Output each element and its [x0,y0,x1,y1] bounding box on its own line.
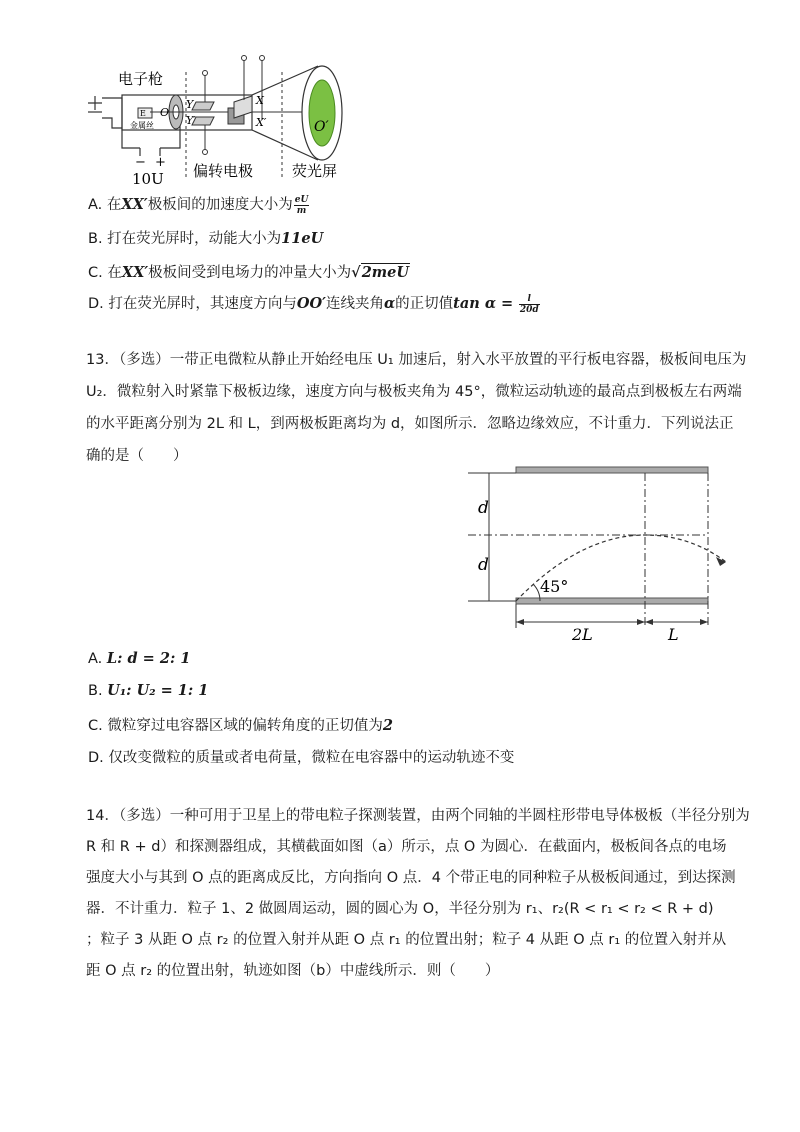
q12-option-d[interactable] [88,292,541,315]
filament-label: 金属丝 [130,121,154,130]
option-text: 仅改变微粒的质量或者电荷量，微粒在电容器中的运动轨迹不变 [108,750,515,766]
option-math: XX′ [121,264,149,281]
len-2l-label: 2L [572,625,593,644]
option-math: tan α = [453,295,514,312]
x-label: X [256,94,264,107]
minus-sign: − [135,155,146,170]
q13-line-3: 的水平距离分别为 2L 和 L，到两极板距离均为 d，如图所示．忽略边缘效应，不计重力．下列说法正 [86,416,734,432]
q13-option-c[interactable] [88,714,393,735]
y-plate-top [192,102,214,110]
fraction: $\frac{eU}{m}$ [294,194,309,216]
option-text: 连线夹角 [325,296,384,312]
option-letter: A. [88,651,103,667]
d-upper-label: d [478,498,489,518]
x-plate-back [234,96,252,118]
q12-option-a[interactable] [88,193,310,216]
trajectory-arrow [716,557,726,566]
screen-label: 荧光屏 [292,162,338,180]
q13-line-2: U₂．微粒射入时紧靠下极板边缘，速度方向与极板夹角为 45°，微粒运动轨迹的最高点到极板左右两端 [86,384,742,400]
q13-option-b[interactable] [88,682,208,699]
option-letter: C. [88,718,103,734]
angle-label: 45° [540,577,569,596]
capacitor-diagram [0,458,800,658]
y-label: Y [186,98,194,111]
option-math: 2 [382,717,393,734]
option-math: α [383,295,396,312]
option-letter: B. [88,231,103,247]
option-text: 极板间的加速度大小为 [147,197,293,213]
x2-label: X′ [256,116,267,129]
option-letter: C. [88,265,103,281]
o2-label: O′ [314,119,329,135]
option-text: 的正切值 [395,296,454,312]
option-text: 在 [107,265,122,281]
bottom-plate [516,598,708,604]
q14-line-3: 强度大小与其到 O 点的距离成反比，方向指向 O 点．4 个带正电的同种粒子从极板间通过，到达探测 [86,870,736,886]
option-text: 微粒穿过电容器区域的偏转角度的正切值为 [107,718,383,734]
option-math: XX′ [121,196,148,213]
y2-label: Y′ [186,114,196,127]
option-math: U₁: U₂ = 1: 1 [107,682,209,699]
option-letter: D. [88,750,104,766]
q14-line-6: 距 O 点 r₂ 的位置出射，轨迹如图（b）中虚线所示．则（ ） [86,963,500,979]
o-label: O [160,106,170,119]
voltage-label: 10U [132,170,164,188]
q14-line-5: ；粒子 3 从距 O 点 r₂ 的位置入射并从距 O 点 r₁ 的位置出射；粒子 4 从距 O 点 r₁ 的位置入射并从 [86,932,727,948]
plus-sign: + [155,155,166,170]
q13-option-a[interactable] [88,650,190,667]
q14-line-4: 器．不计重力．粒子 1、2 做圆周运动，圆的圆心为 O，半径分别为 r₁、r₂(R < r₁ < r₂ < R + d) [86,901,714,917]
top-plate [516,467,708,473]
d-lower-label: d [478,555,489,575]
option-math: 11eU [281,230,324,247]
option-text: 在 [106,197,122,213]
fraction: $\frac{l}{20d}$ [519,293,539,315]
option-math: OO′ [296,295,326,312]
q14-line-1: 14．（多选）一种可用于卫星上的带电粒子探测装置，由两个同轴的半圆柱形带电导体极板（半径分别为 [86,808,750,824]
q12-option-b[interactable] [88,227,323,248]
option-text: 打在荧光屏时，动能大小为 [107,231,282,247]
option-letter: A. [88,197,103,213]
option-letter: B. [88,683,103,699]
crt-diagram [0,0,800,200]
q14-line-2: R 和 R + d）和探测器组成，其横截面如图（a）所示，点 O 为圆心．在截面内，极板间各点的电场 [86,839,727,855]
gun-label: 电子枪 [118,70,164,88]
q13-line-1: 13．（多选）一带正电微粒从静止开始经电压 U₁ 加速后，射入水平放置的平行板电容器，极板间电压为 [86,352,747,368]
option-text: 打在荧光屏时，其速度方向与 [108,296,297,312]
q13-line-4: 确的是（ ） [86,448,188,464]
len-l-label: L [668,625,679,644]
filament-e-label: E [140,109,146,118]
q12-option-c[interactable] [88,261,410,282]
sqrt-expression: √2meU [351,264,410,281]
option-letter: D. [88,296,104,312]
q13-option-d[interactable] [88,746,514,767]
deflect-label: 偏转电极 [193,162,254,180]
option-text: 极板间受到电场力的冲量大小为 [148,265,352,281]
option-math: L: d = 2: 1 [106,650,191,667]
